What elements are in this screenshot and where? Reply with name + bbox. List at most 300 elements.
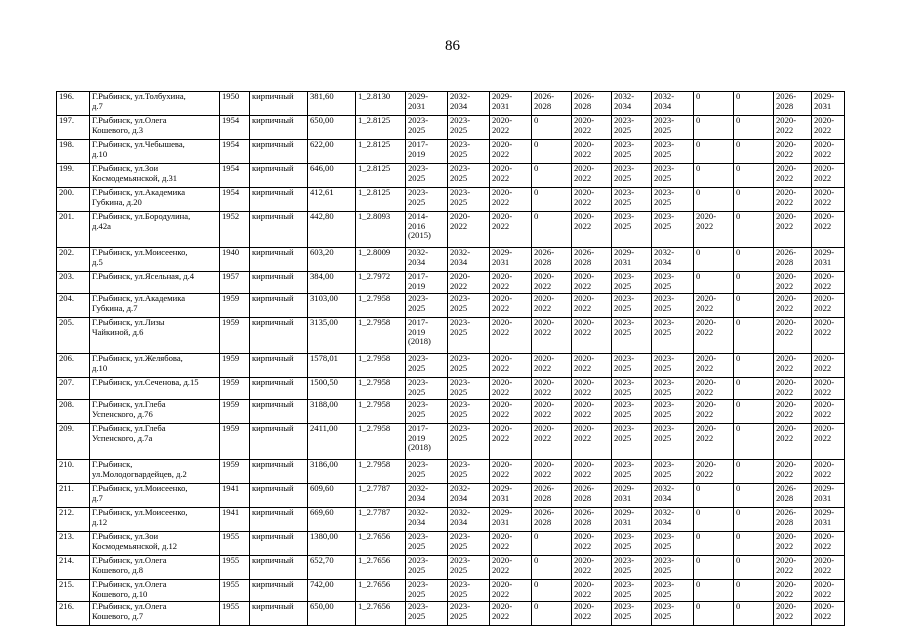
work-period-cell: 2020- 2022 [774,556,812,580]
rating-cell: 1_2.7958 [356,354,406,378]
work-period-cell: 2023- 2025 [448,188,490,212]
table-row [57,140,878,164]
row-number-cell: 214. [57,556,90,580]
work-period-cell: 2020- 2022 [572,602,612,626]
rating-cell: 1_2.8093 [356,212,406,248]
work-period-cell: 0 [734,212,774,248]
area-cell: 1500,50 [308,378,356,400]
work-period-cell: 2023- 2025 [406,164,448,188]
work-period-cell: 2026- 2028 [572,248,612,272]
table-row [57,460,878,484]
work-period-cell: 2023- 2025 [652,602,694,626]
work-period-cell: 2020- 2022 [490,400,532,424]
work-period-cell: 2023- 2025 [448,580,490,602]
work-period-cell: 2023- 2025 [406,378,448,400]
work-period-cell: 2032- 2034 [448,248,490,272]
year-built-cell: 1954 [220,164,250,188]
year-built-cell: 1959 [220,294,250,318]
work-period-cell: 2020- 2022 [694,212,734,248]
year-built-cell: 1955 [220,602,250,626]
work-period-cell: 2020- 2022 [774,424,812,460]
rating-cell: 1_2.7958 [356,318,406,354]
work-period-cell: 2020- 2022 [812,318,845,354]
work-period-cell: 0 [694,508,734,532]
address-cell: Г.Рыбинск, ул.Зои Космодемьянской, д.12 [90,532,220,556]
work-period-cell: 2020- 2022 [694,400,734,424]
table-row [57,248,878,272]
area-cell: 384,00 [308,272,356,294]
row-number-cell: 199. [57,164,90,188]
work-period-cell: 2020- 2022 [774,272,812,294]
work-period-cell: 2029- 2031 [490,92,532,116]
work-period-cell: 2023- 2025 [652,212,694,248]
work-period-cell: 0 [734,378,774,400]
work-period-cell: 2023- 2025 [652,424,694,460]
work-period-cell: 2029- 2031 [812,508,845,532]
work-period-cell: 2020- 2022 [490,424,532,460]
area-cell: 646,00 [308,164,356,188]
area-cell: 381,60 [308,92,356,116]
work-period-cell: 2020- 2022 [694,354,734,378]
work-period-cell: 0 [694,602,734,626]
work-period-cell: 2020- 2022 [572,164,612,188]
address-cell: Г.Рыбинск, ул.Олега Кошевого, д.3 [90,116,220,140]
work-period-cell: 2020- 2022 [490,354,532,378]
work-period-cell: 2026- 2028 [774,248,812,272]
work-period-cell: 2026- 2028 [532,248,572,272]
work-period-cell: 2020- 2022 [774,318,812,354]
wall-material-cell: кирпичный [250,294,308,318]
row-number-cell: 198. [57,140,90,164]
rating-cell: 1_2.7958 [356,424,406,460]
work-period-cell: 2020- 2022 [490,116,532,140]
row-number-cell: 197. [57,116,90,140]
work-period-cell: 0 [734,354,774,378]
work-period-cell: 0 [694,532,734,556]
wall-material-cell: кирпичный [250,92,308,116]
work-period-cell: 2020- 2022 [532,294,572,318]
work-period-cell: 2020- 2022 [490,580,532,602]
work-period-cell: 2020- 2022 [532,424,572,460]
rating-cell: 1_2.7958 [356,378,406,400]
work-period-cell: 2020- 2022 [490,272,532,294]
work-period-cell: 2020- 2022 [812,140,845,164]
work-period-cell: 2020- 2022 [774,400,812,424]
work-period-cell: 2020- 2022 [694,424,734,460]
work-period-cell: 2023- 2025 [652,354,694,378]
work-period-cell: 2029- 2031 [612,248,652,272]
rating-cell: 1_2.8125 [356,164,406,188]
work-period-cell: 2017- 2019 [406,272,448,294]
work-period-cell: 2026- 2028 [774,508,812,532]
table-row [57,556,878,580]
work-period-cell: 0 [734,460,774,484]
work-period-cell: 0 [734,508,774,532]
year-built-cell: 1959 [220,354,250,378]
work-period-cell: 0 [694,272,734,294]
work-period-cell: 2020- 2022 [774,164,812,188]
row-number-cell: 215. [57,580,90,602]
address-cell: Г.Рыбинск, ул.Желябова, д.10 [90,354,220,378]
work-period-cell: 2020- 2022 [572,212,612,248]
work-period-cell: 2023- 2025 [406,580,448,602]
address-cell: Г.Рыбинск, ул.Олега Кошевого, д.10 [90,580,220,602]
row-number-cell: 204. [57,294,90,318]
work-period-cell: 2020- 2022 [572,318,612,354]
work-period-cell: 2026- 2028 [532,92,572,116]
work-period-cell: 2023- 2025 [406,354,448,378]
work-period-cell: 2023- 2025 [612,272,652,294]
work-period-cell: 2020- 2022 [572,556,612,580]
area-cell: 3188,00 [308,400,356,424]
area-cell: 412,61 [308,188,356,212]
work-period-cell: 2023- 2025 [652,272,694,294]
work-period-cell: 2023- 2025 [652,116,694,140]
work-period-cell: 2017- 2019 [406,140,448,164]
work-period-cell: 2020- 2022 [572,460,612,484]
address-cell: Г.Рыбинск, ул.Олега Кошевого, д.7 [90,602,220,626]
work-period-cell: 0 [694,556,734,580]
table-row [57,580,878,602]
work-period-cell: 2020- 2022 [812,116,845,140]
row-number-cell: 202. [57,248,90,272]
work-period-cell: 2023- 2025 [406,294,448,318]
table-row [57,400,878,424]
table-row [57,484,878,508]
work-period-cell: 0 [734,294,774,318]
year-built-cell: 1959 [220,424,250,460]
area-cell: 3135,00 [308,318,356,354]
work-period-cell: 2020- 2022 [572,354,612,378]
work-period-cell: 2020- 2022 [490,378,532,400]
work-period-cell: 2023- 2025 [652,556,694,580]
work-period-cell: 2020- 2022 [532,354,572,378]
row-number-cell: 203. [57,272,90,294]
year-built-cell: 1955 [220,556,250,580]
rating-cell: 1_2.7958 [356,400,406,424]
area-cell: 3186,00 [308,460,356,484]
work-period-cell: 2023- 2025 [612,424,652,460]
work-period-cell: 2020- 2022 [694,318,734,354]
table-row [57,164,878,188]
work-period-cell: 2020- 2022 [532,272,572,294]
work-period-cell: 2020- 2022 [812,424,845,460]
work-period-cell: 2020- 2022 [812,532,845,556]
wall-material-cell: кирпичный [250,378,308,400]
work-period-cell: 2020- 2022 [572,140,612,164]
work-period-cell: 2020- 2022 [572,424,612,460]
work-period-cell: 0 [532,140,572,164]
work-period-cell: 2023- 2025 [448,460,490,484]
rating-cell: 1_2.8125 [356,116,406,140]
work-period-cell: 2029- 2031 [812,92,845,116]
work-period-cell: 2026- 2028 [774,484,812,508]
row-number-cell: 200. [57,188,90,212]
address-cell: Г.Рыбинск, ул.Чебышева, д.10 [90,140,220,164]
wall-material-cell: кирпичный [250,116,308,140]
work-period-cell: 2032- 2034 [448,92,490,116]
address-cell: Г.Рыбинск, ул.Академика Губкина, д.20 [90,188,220,212]
rating-cell: 1_2.8125 [356,140,406,164]
year-built-cell: 1954 [220,188,250,212]
work-period-cell: 2023- 2025 [406,602,448,626]
row-number-cell: 216. [57,602,90,626]
area-cell: 603,20 [308,248,356,272]
work-period-cell: 2020- 2022 [490,318,532,354]
work-period-cell: 2020- 2022 [532,318,572,354]
work-period-cell: 2023- 2025 [612,378,652,400]
work-period-cell: 0 [734,116,774,140]
work-period-cell: 0 [532,188,572,212]
wall-material-cell: кирпичный [250,424,308,460]
work-period-cell: 2032- 2034 [448,484,490,508]
year-built-cell: 1941 [220,484,250,508]
work-period-cell: 0 [734,580,774,602]
work-period-cell: 0 [694,164,734,188]
work-period-cell: 0 [734,92,774,116]
work-period-cell: 2020- 2022 [812,378,845,400]
row-number-cell: 196. [57,92,90,116]
work-period-cell: 2020- 2022 [490,294,532,318]
work-period-cell: 2020- 2022 [812,188,845,212]
wall-material-cell: кирпичный [250,188,308,212]
table-row [57,92,878,116]
wall-material-cell: кирпичный [250,140,308,164]
address-cell: Г.Рыбинск, ул.Моисеенко, д.12 [90,508,220,532]
work-period-cell: 2023- 2025 [612,294,652,318]
work-period-cell: 2020- 2022 [774,212,812,248]
work-period-cell: 2023- 2025 [612,116,652,140]
address-cell: Г.Рыбинск, ул.Академика Губкина, д.7 [90,294,220,318]
work-period-cell: 2020- 2022 [490,556,532,580]
year-built-cell: 1941 [220,508,250,532]
work-period-cell: 2023- 2025 [448,164,490,188]
work-period-cell: 2014- 2016 (2015) [406,212,448,248]
area-cell: 1578,01 [308,354,356,378]
rating-cell: 1_2.7656 [356,580,406,602]
work-period-cell: 2020- 2022 [812,556,845,580]
work-period-cell: 2020- 2022 [532,400,572,424]
work-period-cell: 2026- 2028 [532,484,572,508]
rating-cell: 1_2.7656 [356,602,406,626]
address-cell: Г.Рыбинск, ул.Молодогвардейцев, д.2 [90,460,220,484]
address-cell: Г.Рыбинск, ул.Олега Кошевого, д.8 [90,556,220,580]
work-period-cell: 2020- 2022 [490,532,532,556]
row-number-cell: 212. [57,508,90,532]
work-period-cell: 2020- 2022 [812,354,845,378]
work-period-cell: 2029- 2031 [406,92,448,116]
table-row [57,354,878,378]
work-period-cell: 2029- 2031 [812,248,845,272]
row-number-cell: 211. [57,484,90,508]
address-cell: Г.Рыбинск, ул.Лизы Чайкиной, д.6 [90,318,220,354]
work-period-cell: 0 [734,188,774,212]
work-period-cell: 2023- 2025 [612,164,652,188]
year-built-cell: 1959 [220,318,250,354]
rating-cell: 1_2.7656 [356,532,406,556]
area-cell: 1380,00 [308,532,356,556]
work-period-cell: 2029- 2031 [612,484,652,508]
row-number-cell: 205. [57,318,90,354]
work-period-cell: 0 [734,164,774,188]
work-period-cell: 2023- 2025 [448,318,490,354]
area-cell: 442,80 [308,212,356,248]
work-period-cell: 2023- 2025 [652,318,694,354]
rating-cell: 1_2.7787 [356,484,406,508]
rating-cell: 1_2.7656 [356,556,406,580]
work-period-cell: 2023- 2025 [612,580,652,602]
year-built-cell: 1959 [220,460,250,484]
area-cell: 609,60 [308,484,356,508]
work-period-cell: 2023- 2025 [612,532,652,556]
work-period-cell: 0 [532,212,572,248]
work-period-cell: 2023- 2025 [612,602,652,626]
work-period-cell: 2026- 2028 [572,484,612,508]
work-period-cell: 2020- 2022 [774,602,812,626]
work-period-cell: 2020- 2022 [694,378,734,400]
work-period-cell: 2023- 2025 [406,400,448,424]
work-period-cell: 2020- 2022 [774,532,812,556]
row-number-cell: 208. [57,400,90,424]
work-period-cell: 2020- 2022 [694,460,734,484]
table-row [57,318,878,354]
address-cell: Г.Рыбинск, ул.Глеба Успенского, д.76 [90,400,220,424]
work-period-cell: 2020- 2022 [774,460,812,484]
work-period-cell: 2023- 2025 [652,188,694,212]
table-row [57,532,878,556]
wall-material-cell: кирпичный [250,272,308,294]
work-period-cell: 2029- 2031 [812,484,845,508]
wall-material-cell: кирпичный [250,532,308,556]
year-built-cell: 1950 [220,92,250,116]
rating-cell: 1_2.8125 [356,188,406,212]
year-built-cell: 1940 [220,248,250,272]
year-built-cell: 1952 [220,212,250,248]
work-period-cell: 2020- 2022 [774,294,812,318]
work-period-cell: 2023- 2025 [612,140,652,164]
work-period-cell: 0 [734,140,774,164]
work-period-cell: 2020- 2022 [774,354,812,378]
work-period-cell: 2026- 2028 [532,508,572,532]
work-period-cell: 2020- 2022 [572,188,612,212]
work-period-cell: 0 [532,556,572,580]
work-period-cell: 2020- 2022 [572,400,612,424]
work-period-cell: 2020- 2022 [774,378,812,400]
row-number-cell: 210. [57,460,90,484]
wall-material-cell: кирпичный [250,508,308,532]
work-period-cell: 2023- 2025 [406,556,448,580]
work-period-cell: 2023- 2025 [406,116,448,140]
year-built-cell: 1954 [220,140,250,164]
work-period-cell: 0 [694,484,734,508]
row-number-cell: 201. [57,212,90,248]
work-period-cell: 2020- 2022 [490,212,532,248]
work-period-cell: 0 [734,556,774,580]
work-period-cell: 2020- 2022 [694,294,734,318]
row-number-cell: 209. [57,424,90,460]
work-period-cell: 2029- 2031 [612,508,652,532]
work-period-cell: 2023- 2025 [652,294,694,318]
wall-material-cell: кирпичный [250,580,308,602]
work-period-cell: 2023- 2025 [612,354,652,378]
work-period-cell: 2020- 2022 [490,140,532,164]
work-period-cell: 2017- 2019 (2018) [406,424,448,460]
work-period-cell: 2023- 2025 [612,400,652,424]
work-period-cell: 2020- 2022 [448,272,490,294]
work-period-cell: 2032- 2034 [406,484,448,508]
work-period-cell: 2023- 2025 [448,140,490,164]
year-built-cell: 1959 [220,378,250,400]
work-period-cell: 2023- 2025 [612,318,652,354]
work-period-cell: 0 [734,484,774,508]
work-period-cell: 0 [734,532,774,556]
work-period-cell: 0 [532,116,572,140]
work-period-cell: 2023- 2025 [406,188,448,212]
work-period-cell: 2023- 2025 [448,294,490,318]
work-period-cell: 0 [734,318,774,354]
wall-material-cell: кирпичный [250,484,308,508]
work-period-cell: 2032- 2034 [652,92,694,116]
work-period-cell: 2029- 2031 [490,508,532,532]
address-cell: Г.Рыбинск, ул.Толбухина, д.7 [90,92,220,116]
work-period-cell: 2020- 2022 [812,294,845,318]
work-period-cell: 2020- 2022 [490,460,532,484]
area-cell: 669,60 [308,508,356,532]
work-period-cell: 2020- 2022 [812,272,845,294]
address-cell: Г.Рыбинск, ул.Глеба Успенского, д.7а [90,424,220,460]
wall-material-cell: кирпичный [250,212,308,248]
rating-cell: 1_2.7958 [356,460,406,484]
work-period-cell: 2020- 2022 [572,532,612,556]
area-cell: 650,00 [308,602,356,626]
address-cell: Г.Рыбинск, ул.Сеченова, д.15 [90,378,220,400]
work-period-cell: 0 [532,532,572,556]
work-period-cell: 2023- 2025 [448,424,490,460]
work-period-cell: 2023- 2025 [448,378,490,400]
area-cell: 622,00 [308,140,356,164]
table-row [57,424,878,460]
work-period-cell: 2032- 2034 [406,508,448,532]
work-period-cell: 2023- 2025 [652,400,694,424]
area-cell: 652,70 [308,556,356,580]
work-period-cell: 0 [694,188,734,212]
work-period-cell: 0 [694,92,734,116]
work-period-cell: 2026- 2028 [572,92,612,116]
area-cell: 2411,00 [308,424,356,460]
work-period-cell: 2023- 2025 [448,116,490,140]
work-period-cell: 2026- 2028 [572,508,612,532]
work-period-cell: 2032- 2034 [406,248,448,272]
area-cell: 650,00 [308,116,356,140]
table-row [57,294,878,318]
address-cell: Г.Рыбинск, ул.Моисеенко, д.7 [90,484,220,508]
work-period-cell: 2032- 2034 [652,248,694,272]
work-period-cell: 2032- 2034 [652,484,694,508]
work-period-cell: 2023- 2025 [448,556,490,580]
work-period-cell: 2020- 2022 [572,378,612,400]
row-number-cell: 207. [57,378,90,400]
work-period-cell: 0 [734,602,774,626]
work-period-cell: 2020- 2022 [490,164,532,188]
work-period-cell: 2023- 2025 [652,378,694,400]
work-period-cell: 2023- 2025 [652,580,694,602]
work-period-cell: 2023- 2025 [612,188,652,212]
work-period-cell: 2023- 2025 [448,532,490,556]
work-period-cell: 2023- 2025 [448,354,490,378]
work-period-cell: 0 [734,248,774,272]
wall-material-cell: кирпичный [250,354,308,378]
work-period-cell: 2020- 2022 [448,212,490,248]
